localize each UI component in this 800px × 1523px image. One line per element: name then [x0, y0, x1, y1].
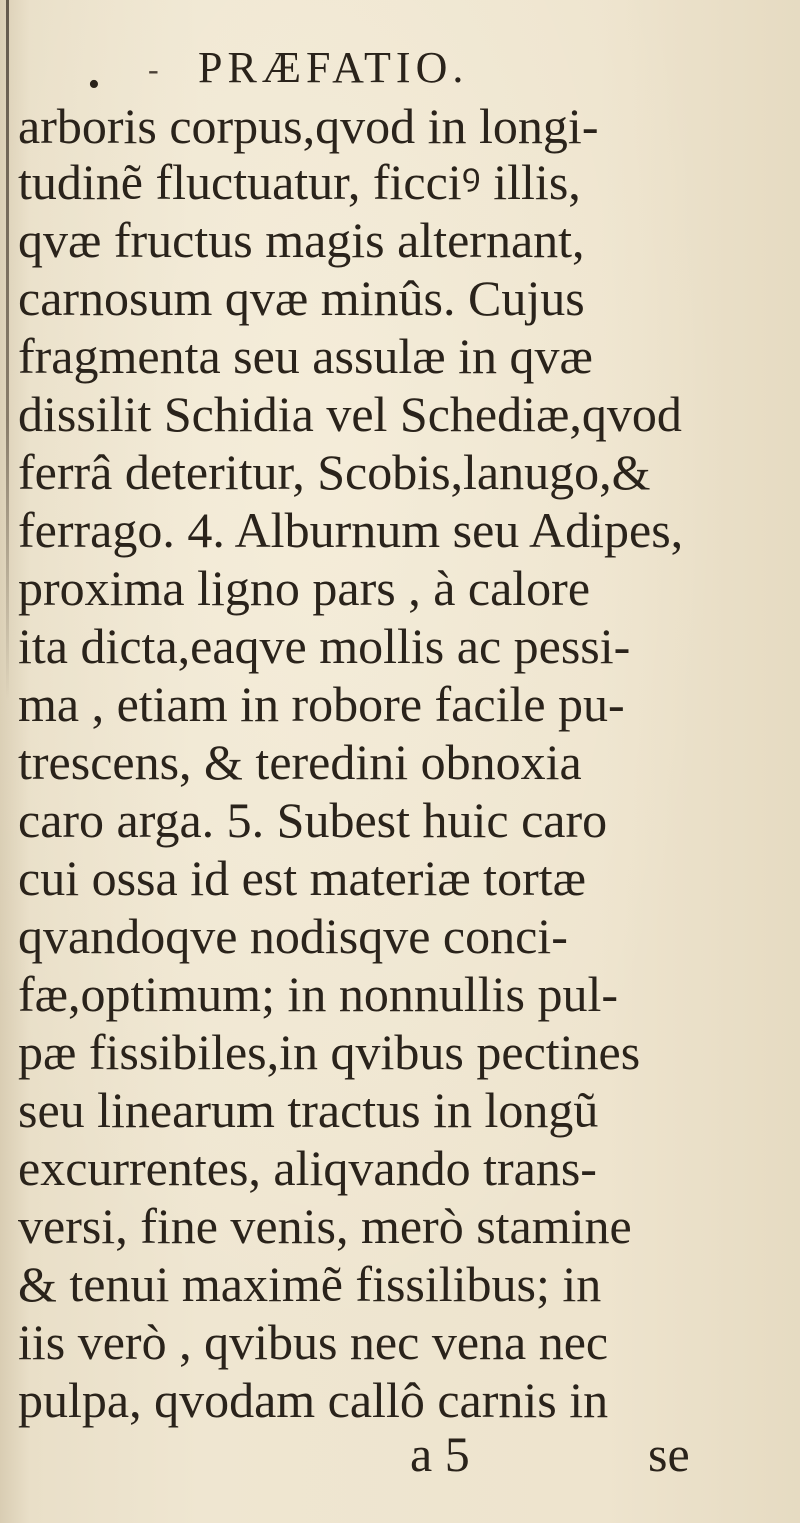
text-line: excurrentes, aliqvando trans- [18, 1140, 597, 1196]
text-line: trescens, & teredini obnoxia [18, 734, 582, 790]
text-line: dissilit Schidia vel Schediæ,qvod [18, 386, 682, 442]
text-line: qvæ fructus magis alternant, [18, 212, 585, 268]
text-line: iis verò , qvibus nec vena nec [18, 1314, 609, 1370]
text-line: seu linearum tractus in longũ [18, 1082, 599, 1138]
text-line: & tenui maximẽ fissilibus; in [18, 1256, 602, 1312]
text-line: versi, fine venis, merò stamine [18, 1198, 632, 1254]
text-line: pæ fissibiles,in qvibus pectines [18, 1024, 641, 1080]
text-line: arboris corpus,qvod in longi- [18, 98, 599, 154]
text-line: ita dicta,eaqve mollis ac pessi- [18, 618, 631, 674]
text-line: ma , etiam in robore facile pu- [18, 676, 625, 732]
header-bullet: • [88, 66, 100, 103]
text-line: qvandoqve nodisqve conci- [18, 908, 568, 964]
page-title: PRÆFATIO. [198, 43, 469, 92]
signature-mark: a 5 [410, 1426, 470, 1482]
text-line: proxima ligno pars , à calore [18, 560, 591, 616]
text-line: fæ,optimum; in nonnullis pul- [18, 966, 619, 1022]
catchword: se [648, 1426, 690, 1482]
text-line: fragmenta seu assulæ in qvæ [18, 328, 593, 384]
text-line: pulpa, qvodam callô carnis in [18, 1372, 609, 1428]
text-line: ferrago. 4. Alburnum seu Adipes, [18, 502, 684, 558]
text-line: caro arga. 5. Subest huic caro [18, 792, 608, 848]
text-line: carnosum qvæ minûs. Cujus [18, 270, 585, 326]
text-line: ferrâ deteritur, Scobis,lanugo,& [18, 444, 651, 500]
header-dash: - [148, 51, 159, 87]
text-line: cui ossa id est materiæ tortæ [18, 850, 586, 906]
text-line: tudinẽ fluctuatur, ficciꝰ illis, [18, 154, 581, 210]
running-header [0, 34, 800, 103]
page-edge-rule [6, 0, 9, 700]
